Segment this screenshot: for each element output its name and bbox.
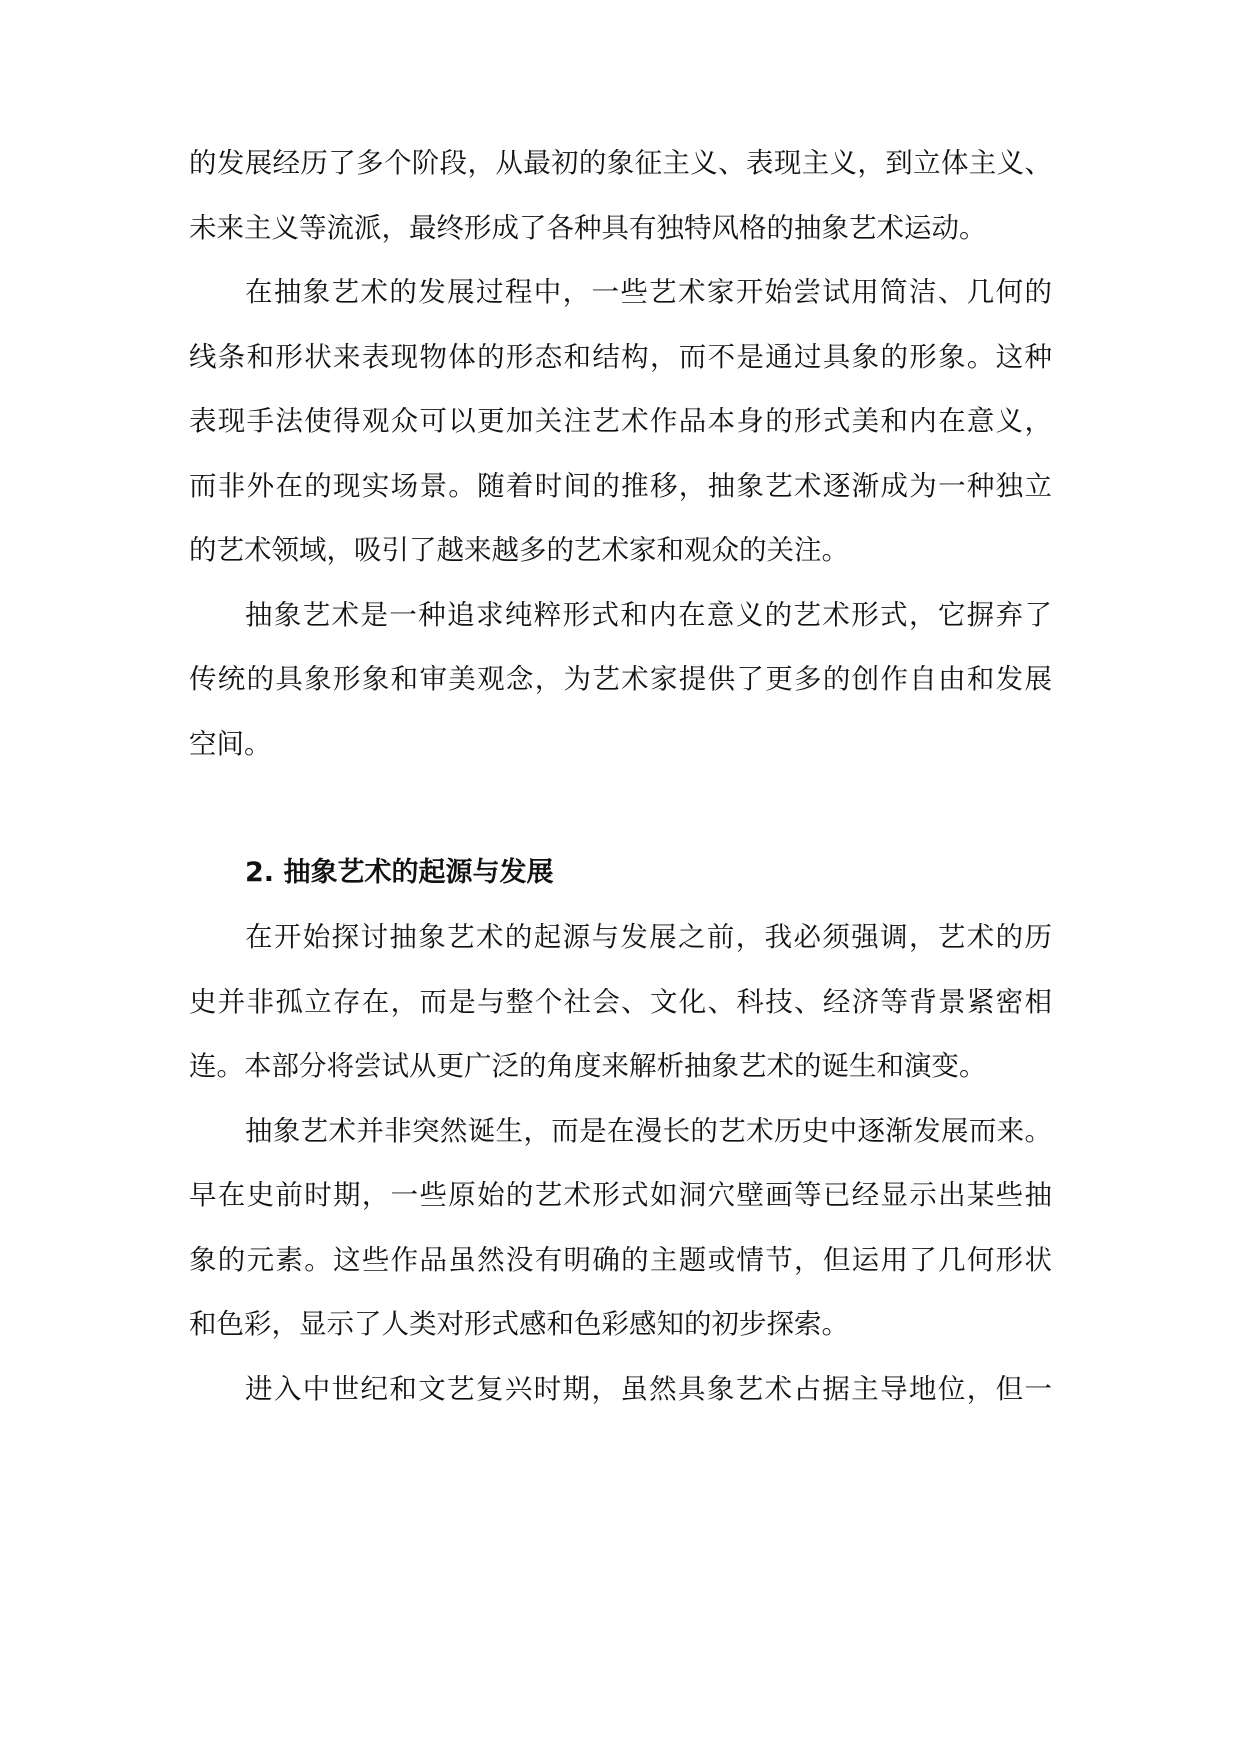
paragraph-line: 和色彩，显示了人类对形式感和色彩感知的初步探索。 bbox=[189, 1308, 849, 1340]
paragraph-line: 线条和形状来表现物体的形态和结构，而不是通过具象的形象。这种 bbox=[189, 340, 1052, 373]
paragraph-line: 抽象艺术并非突然诞生，而是在漫长的艺术历史中逐渐发展而来。 bbox=[245, 1114, 1052, 1147]
paragraph-line: 早在史前时期，一些原始的艺术形式如洞穴壁画等已经显示出某些抽 bbox=[189, 1179, 1052, 1211]
paragraph-line: 未来主义等流派，最终形成了各种具有独特风格的抽象艺术运动。 bbox=[189, 211, 987, 244]
paragraph-line: 连。本部分将尝试从更广泛的角度来解析抽象艺术的诞生和演变。 bbox=[189, 1050, 987, 1082]
paragraph-line: 的艺术领域，吸引了越来越多的艺术家和观众的关注。 bbox=[189, 534, 849, 566]
paragraph-line: 象的元素。这些作品虽然没有明确的主题或情节，但运用了几何形状 bbox=[189, 1243, 1052, 1276]
paragraph-line: 在开始探讨抽象艺术的起源与发展之前，我必须强调，艺术的历 bbox=[245, 921, 1052, 953]
paragraph-line: 传统的具象形象和审美观念，为艺术家提供了更多的创作自由和发展 bbox=[189, 663, 1052, 695]
paragraph-line: 抽象艺术是一种追求纯粹形式和内在意义的艺术形式，它摒弃了 bbox=[245, 598, 1052, 631]
document-page bbox=[189, 131, 1052, 1421]
paragraph-line: 的发展经历了多个阶段，从最初的象征主义、表现主义，到立体主义、 bbox=[189, 147, 1052, 179]
paragraph-line: 史并非孤立存在，而是与整个社会、文化、科技、经济等背景紧密相 bbox=[189, 985, 1052, 1018]
paragraph-line: 表现手法使得观众可以更加关注艺术作品本身的形式美和内在意义， bbox=[189, 405, 1052, 437]
paragraph-line: 空间。 bbox=[189, 727, 272, 760]
paragraph-line: 进入中世纪和文艺复兴时期，虽然具象艺术占据主导地位，但一 bbox=[245, 1372, 1052, 1405]
paragraph-line: 在抽象艺术的发展过程中，一些艺术家开始尝试用简洁、几何的 bbox=[245, 276, 1052, 308]
section-heading: 2. 抽象艺术的起源与发展 bbox=[245, 856, 554, 888]
paragraph-line: 而非外在的现实场景。随着时间的推移，抽象艺术逐渐成为一种独立 bbox=[189, 469, 1052, 502]
